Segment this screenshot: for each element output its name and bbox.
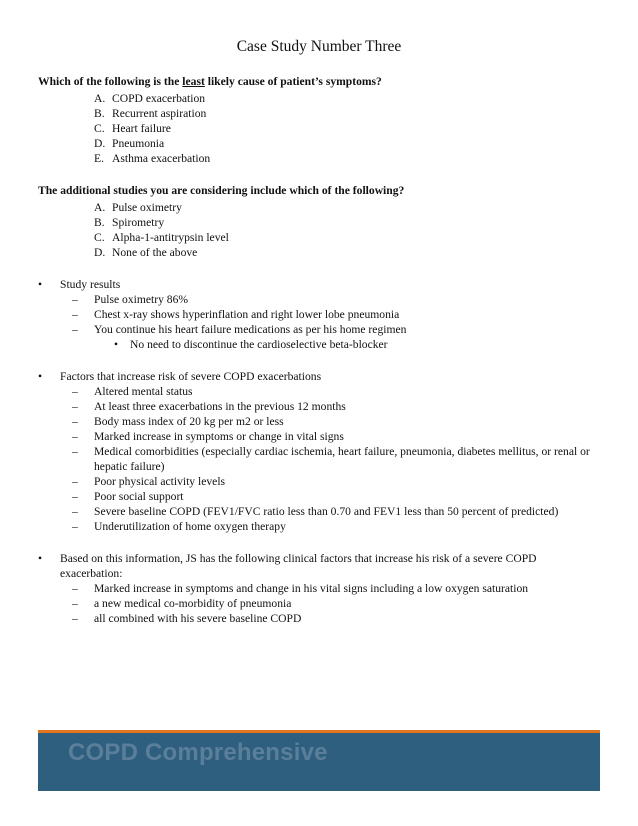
dash-symbol: – — [72, 612, 78, 625]
dash-symbol: – — [72, 475, 78, 488]
option-text: Spirometry — [112, 216, 165, 229]
list-item — [72, 581, 598, 596]
list-item-text: Poor social support — [94, 490, 184, 503]
study-results-list — [38, 292, 598, 337]
option-text: Pulse oximetry — [112, 201, 182, 214]
list-item — [72, 414, 598, 429]
study-results-heading: Study results — [60, 278, 121, 291]
option-item — [94, 245, 598, 260]
based-heading: Based on this information, JS has the following clinical factors that increase his risk of a severe COPD exacerbation: — [60, 552, 537, 580]
option-letter: E. — [94, 152, 104, 165]
option-letter: D. — [94, 246, 106, 259]
sub-list-item — [114, 337, 598, 352]
option-item — [94, 106, 598, 121]
dash-symbol: – — [72, 505, 78, 518]
option-item — [94, 136, 598, 151]
dash-symbol: – — [72, 597, 78, 610]
option-text: COPD exacerbation — [112, 92, 206, 105]
dash-symbol: – — [72, 293, 78, 306]
option-item — [94, 121, 598, 136]
option-item — [94, 151, 598, 166]
list-item — [72, 504, 598, 519]
option-text: None of the above — [112, 246, 198, 259]
factors-heading: Factors that increase risk of severe COPD exacerbations — [60, 370, 322, 383]
footer-banner — [38, 730, 600, 791]
question-1-options — [38, 91, 598, 166]
list-item-text: all combined with his severe baseline COPD — [94, 612, 302, 625]
list-item — [72, 444, 598, 474]
option-letter: C. — [94, 231, 105, 244]
list-item-text: Underutilization of home oxygen therapy — [94, 520, 286, 533]
page-title: Case Study Number Three — [236, 38, 402, 55]
option-item — [94, 200, 598, 215]
option-text: Recurrent aspiration — [112, 107, 207, 120]
list-item-text: You continue his heart failure medications as per his home regimen — [94, 323, 407, 336]
list-item-text: Marked increase in symptoms and change in his vital signs including a low oxygen saturation — [94, 582, 529, 595]
dash-symbol: – — [72, 520, 78, 533]
option-letter: D. — [94, 137, 106, 150]
dash-symbol: – — [72, 582, 78, 595]
banner-logo-text: COPD Comprehensive — [68, 739, 328, 766]
list-item-text: Severe baseline COPD (FEV1/FVC ratio less than 0.70 and FEV1 less than 50 percent of predicted) — [94, 505, 559, 518]
dash-symbol: – — [72, 445, 78, 458]
bullet-symbol: • — [114, 338, 119, 351]
option-text: Asthma exacerbation — [112, 152, 211, 165]
bullet-symbol: • — [38, 552, 43, 565]
option-letter: B. — [94, 216, 105, 229]
list-item-text: Pulse oximetry 86% — [94, 293, 189, 306]
dash-symbol: – — [72, 385, 78, 398]
list-item — [72, 489, 598, 504]
option-item — [94, 230, 598, 245]
list-item — [72, 384, 598, 399]
list-item-text: Altered mental status — [94, 385, 193, 398]
based-bullet — [38, 551, 598, 581]
list-item-text: At least three exacerbations in the previous 12 months — [94, 400, 346, 413]
dash-symbol: – — [72, 430, 78, 443]
bullet-symbol: • — [38, 278, 43, 291]
question-1-suffix: likely cause of patient’s symptoms? — [204, 75, 382, 88]
dash-symbol: – — [72, 400, 78, 413]
list-item — [72, 596, 598, 611]
list-item — [72, 292, 598, 307]
option-letter: C. — [94, 122, 105, 135]
option-item — [94, 215, 598, 230]
option-text: Heart failure — [112, 122, 171, 135]
list-item — [72, 474, 598, 489]
study-results-bullet — [38, 277, 598, 292]
based-list — [38, 581, 598, 626]
factors-list — [38, 384, 598, 534]
question-1-emphasis: least — [182, 75, 205, 88]
list-item — [72, 429, 598, 444]
list-item-text: Medical comorbidities (especially cardiac ischemia, heart failure, pneumonia, diabetes mellitus, or renal or hepatic failure) — [94, 445, 590, 473]
list-item — [72, 399, 598, 414]
sub-list-item-text: No need to discontinue the cardioselective beta-blocker — [130, 338, 388, 351]
option-item — [94, 91, 598, 106]
list-item-text: Marked increase in symptoms or change in vital signs — [94, 430, 344, 443]
list-item — [72, 519, 598, 534]
list-item — [72, 611, 598, 626]
document-body — [38, 74, 598, 626]
dash-symbol: – — [72, 415, 78, 428]
dash-symbol: – — [72, 490, 78, 503]
list-item-text: Chest x-ray shows hyperinflation and right lower lobe pneumonia — [94, 308, 400, 321]
option-text: Pneumonia — [112, 137, 165, 150]
option-letter: B. — [94, 107, 105, 120]
bullet-symbol: • — [38, 370, 43, 383]
question-1 — [38, 74, 598, 89]
question-2: The additional studies you are considering include which of the following? — [38, 184, 405, 197]
option-letter: A. — [94, 92, 106, 105]
dash-symbol: – — [72, 323, 78, 336]
dash-symbol: – — [72, 308, 78, 321]
list-item-text: Poor physical activity levels — [94, 475, 226, 488]
list-item — [72, 307, 598, 322]
option-text: Alpha-1-antitrypsin level — [112, 231, 229, 244]
question-2-options — [38, 200, 598, 260]
list-item-text: Body mass index of 20 kg per m2 or less — [94, 415, 284, 428]
list-item-text: a new medical co-morbidity of pneumonia — [94, 597, 292, 610]
study-results-sublist — [38, 337, 598, 352]
option-letter: A. — [94, 201, 106, 214]
question-1-prefix: Which of the following is the — [38, 75, 183, 88]
list-item — [72, 322, 598, 337]
factors-bullet — [38, 369, 598, 384]
